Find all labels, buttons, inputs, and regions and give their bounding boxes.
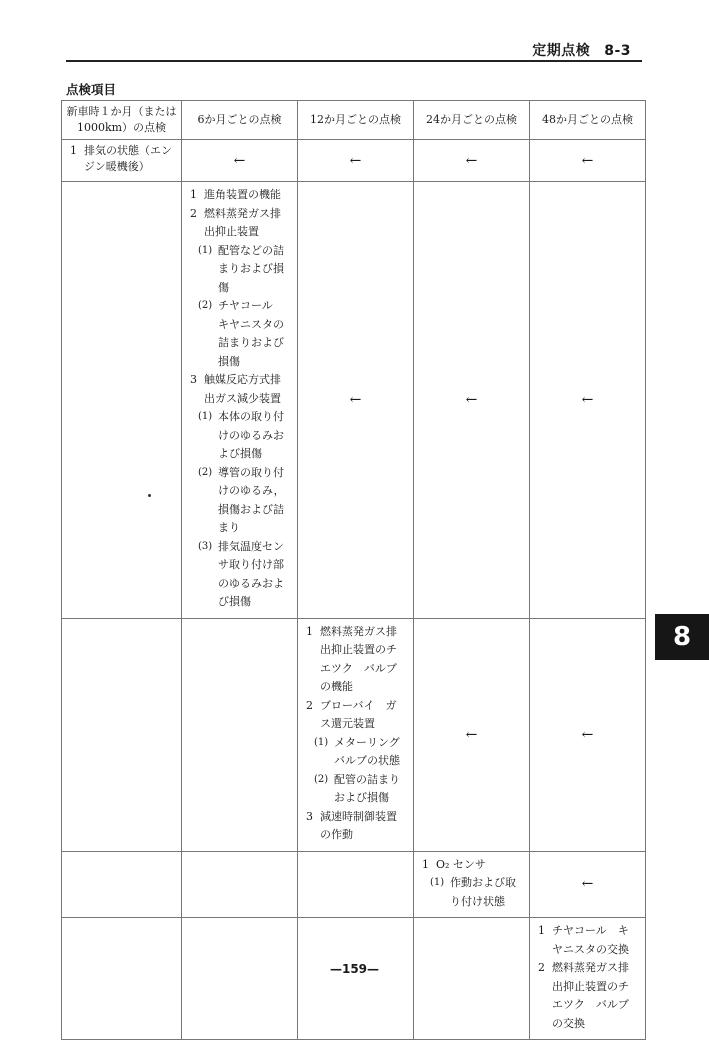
item-text: 配管などの詰まりおよび損傷 [218,243,284,294]
item-text: 排気の状態（エンジン暖機後） [84,144,172,173]
same-as-left-arrow: ← [530,140,646,182]
list-item [306,697,407,734]
same-as-left-arrow: ← [414,182,530,619]
scan-speck [148,494,151,497]
item-text: メターリング バルブの状態 [334,735,411,767]
same-as-left-arrow: ← [298,182,414,619]
empty-cell [182,851,298,918]
same-as-left-arrow: ← [182,140,298,182]
item-text: 触媒反応方式排出ガス減少装置 [204,373,281,405]
item-number: (1) [198,244,213,256]
header-number: 8-3 [604,43,631,59]
same-as-left-arrow: ← [530,182,646,619]
item-number: (1) [198,411,213,422]
section-title: 点検項目 [66,82,117,97]
item-number: (3) [198,540,213,552]
running-header [532,40,631,60]
empty-cell [182,618,298,851]
list-item [430,874,523,911]
list-item [306,808,407,845]
forty-eight-month-items [530,918,646,1040]
table-row [62,182,646,619]
list-item [190,371,291,408]
table-header-row [62,101,646,140]
six-month-items [182,182,298,619]
inspection-table [61,100,646,1040]
item-number: 1 [306,624,313,638]
item-text: 燃料蒸発ガス排出抑止装置のチエツク バルブの交換 [552,961,629,1030]
empty-cell [298,918,414,1040]
item-text: 配管の詰まりおよび損傷 [334,772,400,804]
empty-cell [62,182,182,619]
page-number: —159— [329,962,380,976]
list-item [198,242,291,298]
col-header-12m: 12か月ごとの点検 [298,101,414,140]
item-number: 1 [538,924,545,937]
item-text: 作動および取り付け状態 [450,876,516,908]
table-row [62,618,646,851]
list-item [538,922,639,959]
item-text: 減速時制御装置の作動 [320,809,397,841]
col-header-48m: 48か月ごとの点検 [530,101,646,140]
empty-cell [182,918,298,1040]
item-text: 導管の取り付けのゆるみ，損傷および詰まり [218,465,285,534]
list-item [198,408,291,464]
empty-cell [414,918,530,1040]
twelve-month-items [298,618,414,851]
header-title: 定期点検 [532,43,591,59]
empty-cell [62,918,182,1040]
list-item [306,623,407,697]
item-number: 2 [190,206,197,220]
item-text: チヤコール キヤニスタの交換 [552,924,629,956]
item-text: 排気温度センサ取り付け部のゆるみおよび損傷 [218,539,284,608]
item-number: (2) [198,300,213,311]
item-text: 燃料蒸発ガス排出抑止装置のチエツク バルブの機能 [320,624,397,693]
col-header-24m: 24か月ごとの点検 [414,101,530,140]
list-item [198,538,291,612]
list-item [314,734,411,771]
col-header-initial: 新車時１か月（または1000km）の点検 [62,101,182,140]
table-row [62,918,646,1040]
list-item [422,856,523,875]
table-row [62,140,646,182]
header-rule [66,60,642,62]
same-as-left-arrow: ← [530,851,646,918]
item-number: 3 [306,809,313,823]
same-as-left-arrow: ← [298,140,414,182]
list-item [190,186,291,205]
item-number: (1) [430,877,445,888]
item-number: 3 [190,373,197,386]
same-as-left-arrow: ← [414,140,530,182]
same-as-left-arrow: ← [414,618,530,851]
item-number: 1 [422,857,429,871]
item-text: 本体の取り付けのゆるみおよび損傷 [218,410,284,460]
item-number: 1 [70,144,77,157]
item-text: O₂ センサ [436,857,486,871]
item-text: 進角装置の機能 [204,188,281,201]
item-number: 2 [306,698,313,712]
list-item [314,771,407,808]
item-number: (2) [314,773,329,785]
item-text: ブローバイ ガス還元装置 [320,698,397,730]
item-number: (1) [314,736,329,748]
twenty-four-month-items [414,851,530,918]
item-text: 燃料蒸発ガス排出抑止装置 [204,206,281,238]
item-text: チヤコール キヤニスタの詰まりおよび損傷 [218,299,284,368]
list-item [198,464,291,538]
empty-cell [298,851,414,918]
item-number: 2 [538,961,545,974]
same-as-left-arrow: ← [530,618,646,851]
table-row [62,851,646,918]
list-item [198,297,291,371]
item-number: (2) [198,466,213,478]
exhaust-state-cell [62,140,182,182]
chapter-tab: 8 [655,614,709,660]
empty-cell [62,618,182,851]
col-header-6m: 6か月ごとの点検 [182,101,298,140]
empty-cell [62,851,182,918]
list-item [190,205,291,242]
item-number: 1 [190,188,197,201]
